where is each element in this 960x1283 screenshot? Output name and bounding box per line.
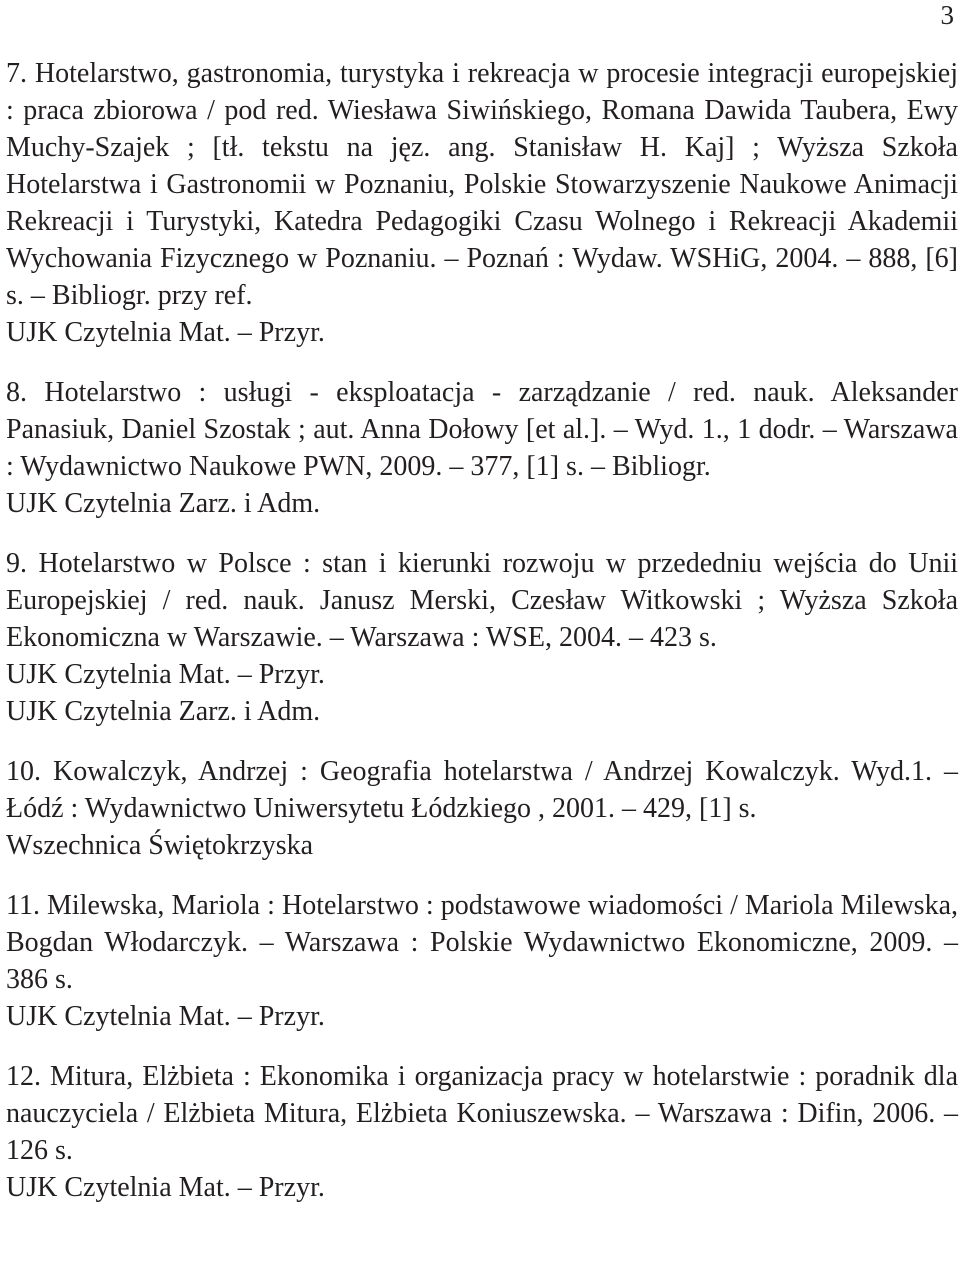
entry-location: UJK Czytelnia Mat. – Przyr. bbox=[6, 659, 325, 690]
entry-citation: 11. Milewska, Mariola : Hotelarstwo : podstawowe wiadomości / Mariola Milewska, Bogdan Włodarczyk. – Warszawa : Polskie Wydawnictwo Ekonomiczne, 2009. – 386 s. bbox=[6, 890, 958, 995]
entry-location: UJK Czytelnia Mat. – Przyr. bbox=[6, 317, 325, 348]
entry-citation: 9. Hotelarstwo w Polsce : stan i kierunki rozwoju w przededniu wejścia do Unii Europejskiej / red. nauk. Janusz Merski, Czesław Witkowski ; Wyższa Szkoła Ekonomiczna w Warszawie. – Warszawa : WSE, 2004. – 423 s. bbox=[6, 548, 958, 653]
bibliography-entry-8 bbox=[6, 374, 958, 522]
bibliography-entry-7 bbox=[6, 55, 958, 351]
bibliography-entry-10 bbox=[6, 753, 958, 864]
entry-citation: 10. Kowalczyk, Andrzej : Geografia hotelarstwa / Andrzej Kowalczyk. Wyd.1. – Łódź : Wydawnictwo Uniwersytetu Łódzkiego , 2001. – 429, [1] s. bbox=[6, 756, 958, 824]
bibliography-entry-11 bbox=[6, 887, 958, 1035]
entry-citation: 12. Mitura, Elżbieta : Ekonomika i organizacja pracy w hotelarstwie : poradnik dla nauczyciela / Elżbieta Mitura, Elżbieta Koniuszewska. – Warszawa : Difin, 2006. –126 s. bbox=[6, 1061, 958, 1166]
entry-location: UJK Czytelnia Zarz. i Adm. bbox=[6, 696, 321, 727]
bibliography-list bbox=[6, 55, 958, 1229]
entry-location: UJK Czytelnia Zarz. i Adm. bbox=[6, 488, 321, 519]
entry-citation: 8. Hotelarstwo : usługi - eksploatacja - zarządzanie / red. nauk. Aleksander Panasiuk, Daniel Szostak ; aut. Anna Dołowy [et al.]. – Wyd. 1., 1 dodr. – Warszawa : Wydawnictwo Naukowe PWN, 2009. – 377, [1] s. – Bibliogr. bbox=[6, 377, 958, 482]
entry-location: UJK Czytelnia Mat. – Przyr. bbox=[6, 1172, 325, 1203]
bibliography-entry-9 bbox=[6, 545, 958, 730]
page-number: 3 bbox=[940, 0, 954, 30]
bibliography-entry-12 bbox=[6, 1058, 958, 1206]
entry-location: Wszechnica Świętokrzyska bbox=[6, 830, 314, 861]
entry-location: UJK Czytelnia Mat. – Przyr. bbox=[6, 1001, 325, 1032]
entry-citation: 7. Hotelarstwo, gastronomia, turystyka i rekreacja w procesie integracji europejskiej : praca zbiorowa / pod red. Wiesława Siwińskiego, Romana Dawida Taubera, Ewy Muchy-Szajek ; [tł. tekstu na jęz. ang. Stanisław H. Kaj] ; Wyższa Szkoła Hotelarstwa i Gastronomii w Poznaniu, Polskie Stowarzyszenie Naukowe Animacji Rekreacji i Turystyki, Katedra Pedagogiki Czasu Wolnego i Rekreacji Akademii Wychowania Fizycznego w Poznaniu. – Poznań : Wydaw. WSHiG, 2004. – 888, [6] s. – Bibliogr. przy ref. bbox=[6, 58, 958, 311]
